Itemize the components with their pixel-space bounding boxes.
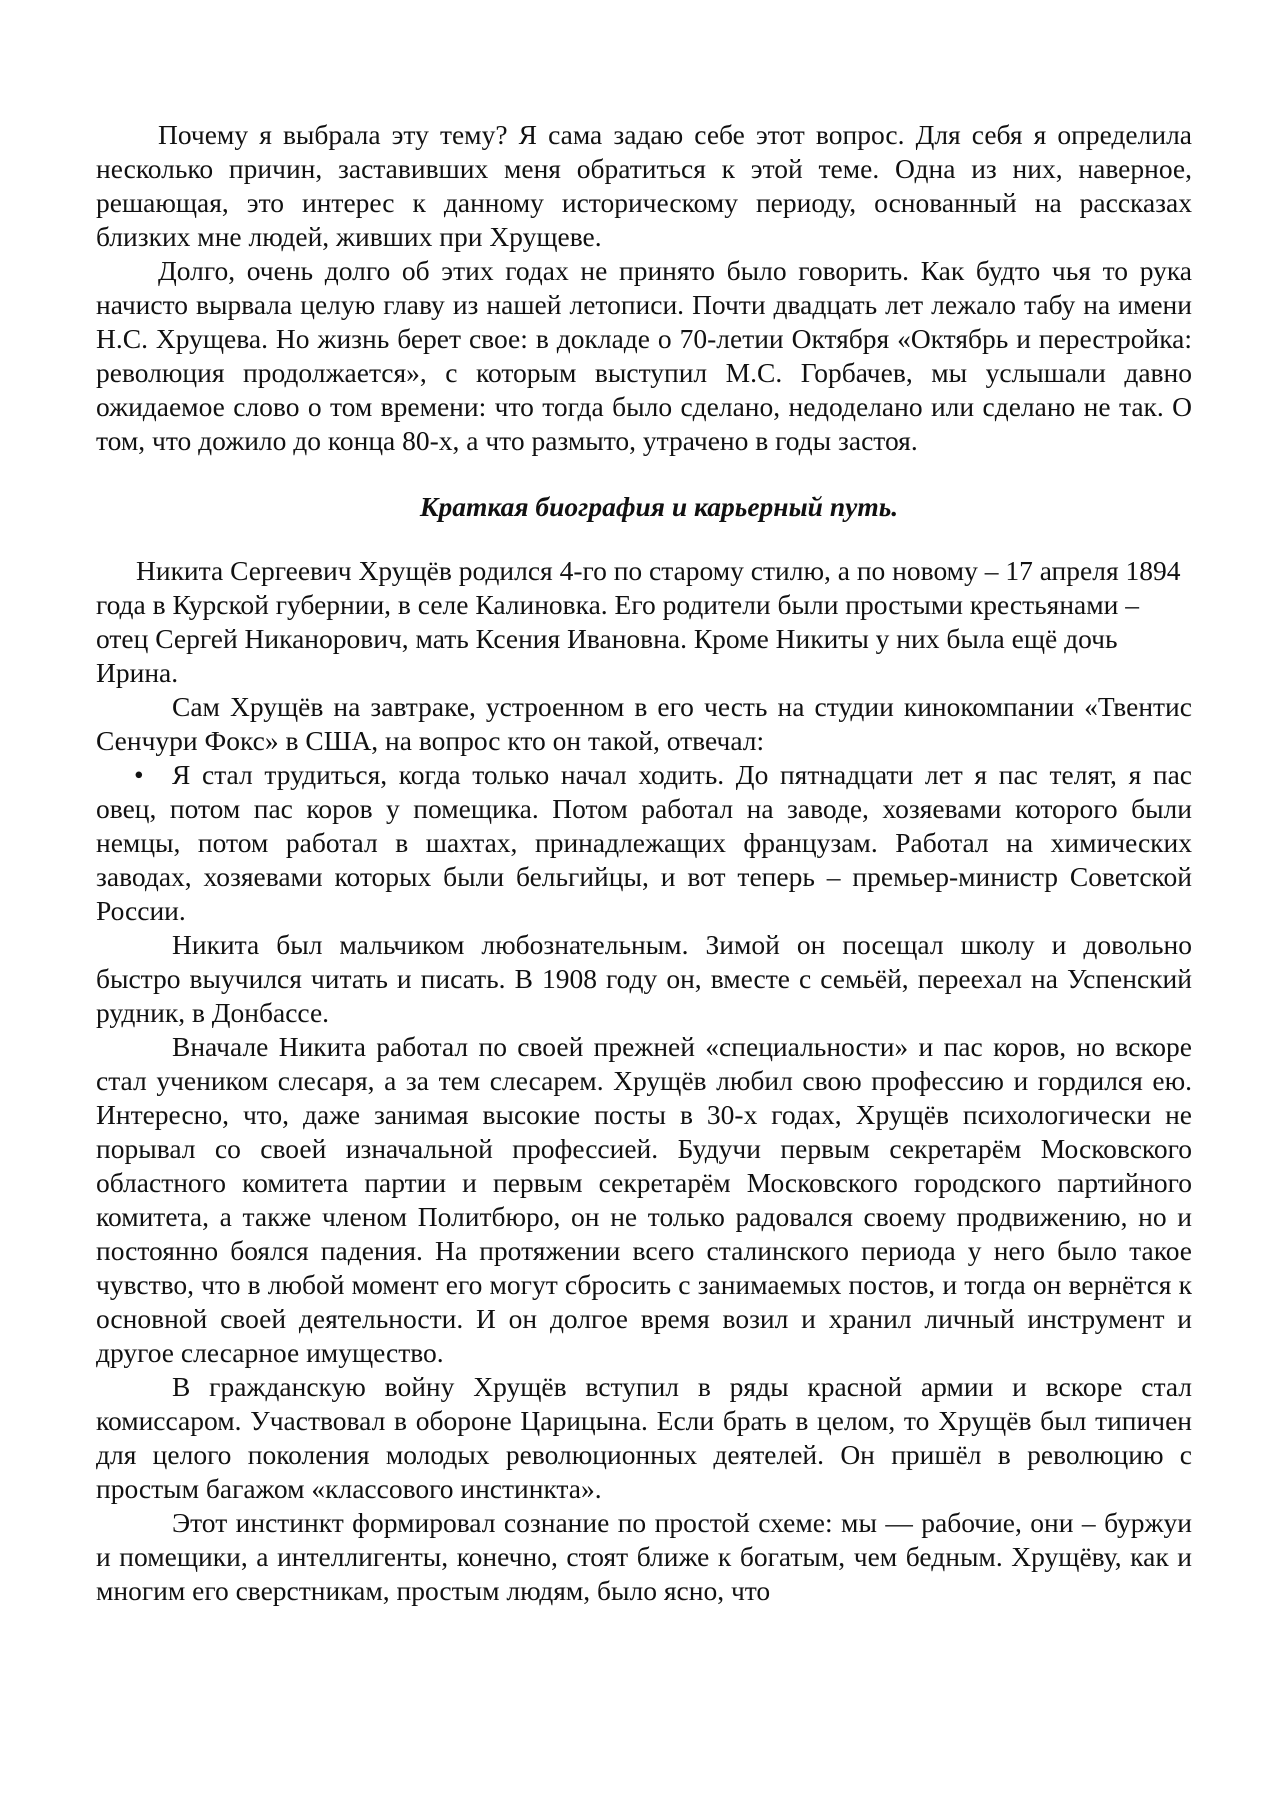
bio-paragraph-6: Этот инстинкт формировал сознание по простой схеме: мы — рабочие, они – буржуи и помещики, а интеллигенты, конечно, стоят ближе к богатым, чем бедным. Хрущёву, как и многим его сверстникам, простым людям, было ясно, что [96,1507,1192,1606]
intro-paragraph-2: Долго, очень долго об этих годах не принято было говорить. Как будто чья то рука начисто вырвала целую главу из нашей летописи. Почти двадцать лет лежало табу на имени Н.С. Хрущева. Но жизнь берет свое: в докладе о 70-летии Октября «Октябрь и перестройка: революция продолжается», с которым выступил М.С. Горбачев, мы услышали давно ожидаемое слово о том времени: что тогда было сделано, недоделано или сделано не так. О том, что дожило до конца 80-х, а что размыто, утрачено в годы застоя. [96,255,1192,456]
bio-paragraph-5: В гражданскую войну Хрущёв вступил в ряды красной армии и вскоре стал комиссаром. Участвовал в обороне Царицына. Если брать в целом, то Хрущёв был типичен для целого поколения молодых революционных деятелей. Он пришёл в революцию с простым багажом «классового инстинкта». [96,1371,1192,1504]
bullet-quote [96,758,1192,928]
bio-paragraph-1: Никита Сергеевич Хрущёв родился 4-го по старому стилю, а по новому – 17 апреля 1894 года в Курской губернии, в селе Калиновка. Его родители были простыми крестьянами – отец Сергей Никанорович, мать Ксения Ивановна. Кроме Никиты у них была ещё дочь Ирина. [96,555,1181,688]
intro-paragraph-1: Почему я выбрала эту тему? Я сама задаю себе этот вопрос. Для себя я определила несколько причин, заставивших меня обратиться к этой теме. Одна из них, наверное, решающая, это интерес к данному историческому периоду, основанный на рассказах близких мне людей, живших при Хрущеве. [96,119,1192,252]
bio-paragraph-3: Никита был мальчиком любознательным. Зимой он посещал школу и довольно быстро выучился читать и писать. В 1908 году он, вместе с семьёй, переехал на Успенский рудник, в Донбассе. [96,929,1192,1028]
bio-paragraph-4: Вначале Никита работал по своей прежней «специальности» и пас коров, но вскоре стал учеником слесаря, а за тем слесарем. Хрущёв любил свою профессию и гордился ею. Интересно, что, даже занимая высокие посты в 30-х годах, Хрущёв психологически не порывал со своей изначальной профессией. Будучи первым секретарём Московского областного комитета партии и первым секретарём Московского городского партийного комитета, а также членом Политбюро, он не только радовался своему продвижению, но и постоянно боялся падения. На протяжении всего сталинского периода у него было такое чувство, что в любой момент его могут сбросить с занимаемых постов, и тогда он вернётся к основной своей деятельности. И он долгое время возил и хранил личный инструмент и другое слесарное имущество. [96,1031,1192,1368]
section-heading: Краткая биография и карьерный путь. [419,491,899,522]
bio-paragraph-2: Сам Хрущёв на завтраке, устроенном в его честь на студии кинокомпании «Твентис Сенчури Фокс» в США, на вопрос кто он такой, отвечал: [96,691,1192,756]
bullet-mark: • [134,759,144,790]
document-page [96,118,1192,1608]
bullet-quote-text: Я стал трудиться, когда только начал ходить. До пятнадцати лет я пас телят, я пас овец, потом пас коров у помещика. Потом работал на заводе, хозяевами которого были немцы, потом работал в шахтах, принадлежащих французам. Работал на химических заводах, хозяевами которых были бельгийцы, и вот теперь – премьер-министр Советской России. [96,759,1192,926]
